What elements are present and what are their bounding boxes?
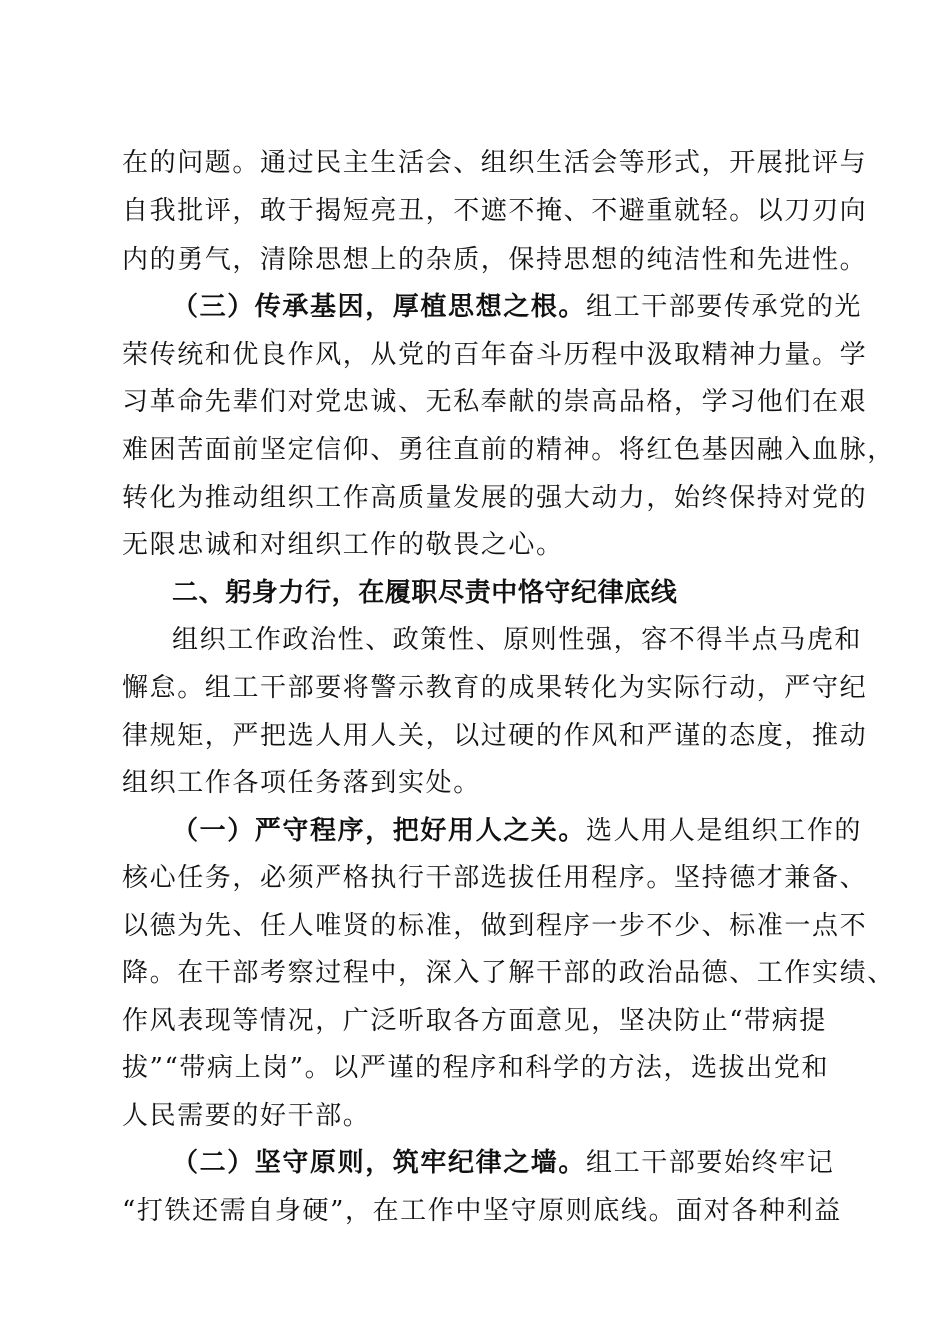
body-text-span: 组工干部要传承党的光: [586, 292, 863, 322]
section-heading-2: 二、躬身力行，在履职尽责中恪守纪律底线: [172, 578, 678, 608]
body-text-line: 内的勇气，清除思想上的杂质，保持思想的纯洁性和先进性。: [122, 245, 868, 275]
body-text-line: 组织工作政治性、政策性、原则性强，容不得半点马虎和: [172, 625, 863, 655]
body-text-line: 在的问题。通过民主生活会、组织生活会等形式，开展批评与: [122, 148, 868, 178]
body-text-line: 以德为先、任人唯贤的标准，做到程序一步不少、标准一点不: [122, 911, 868, 941]
body-text-line: 组织工作各项任务落到实处。: [122, 768, 481, 798]
body-text-line: 拔”“带病上岗”。以严谨的程序和科学的方法，选拔出党和: [122, 1053, 830, 1083]
paragraph-line: [172, 285, 862, 329]
body-text-line: “打铁还需自身硬”，在工作中坚守原则底线。面对各种利益: [122, 1196, 842, 1226]
subsection-heading-1: （一）严守程序，把好用人之关。: [172, 816, 587, 846]
body-text-line: 习革命先辈们对党忠诚、无私奉献的崇高品格，学习他们在艰: [122, 387, 868, 417]
body-text-line: 律规矩，严把选人用人关，以过硬的作风和严谨的态度，推动: [122, 721, 868, 751]
paragraph-line: [172, 809, 862, 853]
subsection-heading-2: （二）坚守原则，筑牢纪律之墙。: [172, 1148, 587, 1178]
paragraph-line: [172, 1141, 834, 1185]
body-text-line: 荣传统和优良作风，从党的百年奋斗历程中汲取精神力量。学: [122, 340, 868, 370]
body-text-span: 选人用人是组织工作的: [586, 816, 863, 846]
subsection-heading-3: （三）传承基因，厚植思想之根。: [172, 292, 587, 322]
body-text-line: 降。在干部考察过程中，深入了解干部的政治品德、工作实绩、: [122, 958, 895, 988]
body-text-line: 自我批评，敢于揭短亮丑，不遮不掩、不避重就轻。以刀刃向: [122, 196, 868, 226]
body-text-line: 人民需要的好干部。: [122, 1101, 371, 1131]
body-text-line: 无限忠诚和对组织工作的敬畏之心。: [122, 530, 564, 560]
body-text-line: 懈怠。组工干部要将警示教育的成果转化为实际行动，严守纪: [122, 673, 868, 703]
body-text-line: 核心任务，必须严格执行干部选拔任用程序。坚持德才兼备、: [122, 863, 868, 893]
body-text-line: 转化为推动组织工作高质量发展的强大动力，始终保持对党的: [122, 483, 868, 513]
body-text-line: 作风表现等情况，广泛听取各方面意见，坚决防止“带病提: [122, 1006, 827, 1036]
body-text-line: 难困苦面前坚定信仰、勇往直前的精神。将红色基因融入血脉，: [122, 435, 895, 465]
body-text-span: 组工干部要始终牢记: [586, 1148, 835, 1178]
